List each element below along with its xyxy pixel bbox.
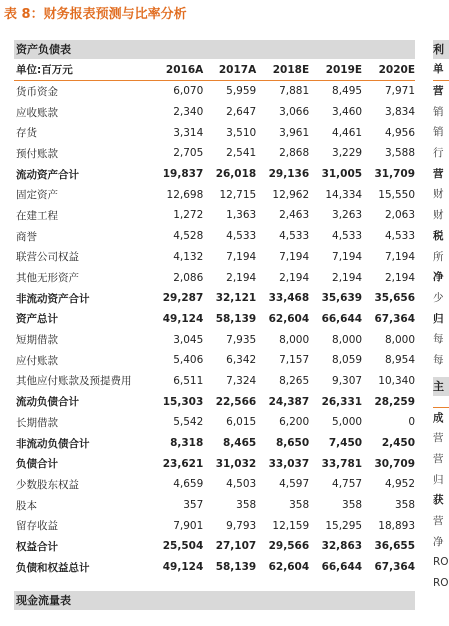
income-row-label: 销 (433, 105, 444, 118)
row-value: 25,504 (162, 540, 204, 553)
income-row-label: 营 (433, 167, 444, 180)
row-value: 49,124 (162, 312, 204, 325)
unit-label: 单位:百万元 (16, 64, 73, 76)
row-value: 33,037 (268, 457, 310, 470)
row-value: 32,121 (215, 292, 257, 305)
row-label: 在建工程 (16, 209, 58, 222)
row-value: 2,463 (279, 209, 310, 222)
row-value: 1,272 (173, 209, 204, 222)
income-row-label: RO (433, 577, 449, 590)
row-value: 8,000 (332, 333, 363, 346)
row-label: 少数股东权益 (16, 478, 79, 491)
row-value: 62,604 (268, 312, 310, 325)
income-unit-label: 单 (433, 59, 449, 81)
row-value: 2,194 (384, 271, 416, 284)
row-value: 2,705 (173, 147, 204, 160)
row-value: 7,324 (226, 374, 257, 387)
row-value: 7,157 (279, 354, 310, 367)
balance-sheet-header: 资产负债表 (14, 40, 415, 59)
row-label: 商誉 (16, 230, 37, 243)
income-row-label: 销 (433, 126, 444, 139)
table-row (14, 329, 415, 350)
row-label: 流动负债合计 (16, 396, 79, 409)
row-value: 3,588 (384, 147, 416, 160)
income-row-label: 少 (433, 291, 444, 304)
cashflow-header: 现金流量表 (14, 591, 415, 610)
income-row-label: 获 (433, 494, 444, 507)
table-row (14, 164, 415, 185)
year-header: 2020E (378, 63, 416, 76)
row-value: 7,971 (384, 85, 416, 98)
income-row-label: 财 (433, 188, 444, 201)
row-value: 58,139 (215, 312, 257, 325)
row-label: 应付账款 (16, 354, 58, 367)
row-value: 18,893 (378, 519, 416, 532)
row-value: 4,597 (279, 478, 310, 491)
income-row-label: RO (433, 556, 449, 569)
row-value: 4,757 (332, 478, 363, 491)
row-value: 4,528 (173, 230, 204, 243)
row-value: 14,334 (325, 188, 363, 201)
row-value: 33,781 (321, 457, 363, 470)
row-value: 32,863 (321, 540, 363, 553)
row-value: 2,541 (226, 147, 257, 160)
row-value: 3,834 (384, 106, 416, 119)
income-row-label: 每 (433, 353, 444, 366)
income-row-label: 营 (433, 432, 444, 445)
row-value: 2,194 (332, 271, 363, 284)
table-row (14, 412, 415, 433)
income-row-label: 行 (433, 147, 444, 160)
row-value: 8,059 (332, 354, 363, 367)
income-row-label: 成 (433, 411, 444, 424)
row-value: 5,406 (173, 354, 204, 367)
table-row (14, 205, 415, 226)
table-row (14, 391, 415, 412)
row-label: 负债和权益总计 (16, 561, 90, 574)
row-value: 4,132 (173, 250, 204, 263)
row-value: 0 (408, 416, 416, 429)
row-value: 24,387 (268, 395, 310, 408)
row-value: 3,229 (332, 147, 363, 160)
table-row (14, 226, 415, 247)
row-label: 长期借款 (16, 416, 58, 429)
row-label: 其他应付账款及预提费用 (16, 375, 132, 388)
table-row (14, 143, 415, 164)
row-value: 3,314 (173, 126, 204, 139)
year-header: 2019E (325, 63, 363, 76)
row-value: 31,005 (321, 168, 363, 181)
row-value: 9,307 (332, 374, 363, 387)
income-row-label: 归 (433, 312, 444, 325)
row-value: 1,363 (226, 209, 257, 222)
row-value: 4,503 (226, 478, 257, 491)
row-value: 2,194 (226, 271, 257, 284)
row-value: 3,066 (279, 106, 310, 119)
row-label: 货币资金 (16, 85, 58, 98)
row-value: 26,018 (215, 168, 257, 181)
income-statement-header: 利 (433, 40, 449, 59)
row-value: 4,659 (173, 478, 204, 491)
row-value: 3,510 (226, 126, 257, 139)
table-row (14, 350, 415, 371)
row-label: 留存收益 (16, 520, 58, 533)
row-value: 4,533 (384, 230, 416, 243)
row-value: 2,063 (384, 209, 416, 222)
balance-sheet-table (14, 40, 415, 610)
year-header: 2016A (165, 63, 204, 76)
income-row-label: 净 (433, 271, 444, 284)
row-value: 49,124 (162, 561, 204, 574)
row-value: 66,644 (321, 561, 363, 574)
row-value: 30,709 (374, 457, 416, 470)
row-value: 2,194 (279, 271, 310, 284)
row-value: 8,954 (384, 354, 416, 367)
row-value: 67,364 (374, 312, 416, 325)
table-row (14, 247, 415, 268)
row-value: 9,793 (226, 519, 257, 532)
table-row (14, 309, 415, 330)
row-value: 66,644 (321, 312, 363, 325)
row-value: 5,542 (173, 416, 204, 429)
row-value: 3,460 (332, 106, 363, 119)
year-header: 2018E (272, 63, 310, 76)
table-row (14, 288, 415, 309)
row-value: 358 (394, 499, 416, 512)
income-row-label: 归 (433, 473, 444, 486)
table-row (14, 495, 415, 516)
ratio-rows (433, 408, 449, 594)
table-row (14, 433, 415, 454)
row-value: 3,263 (332, 209, 363, 222)
row-value: 4,533 (332, 230, 363, 243)
row-value: 15,295 (325, 519, 363, 532)
row-label: 其他无形资产 (16, 272, 79, 285)
row-value: 2,086 (173, 271, 204, 284)
page-title: 表 8：财务报表预测与比率分析 (4, 7, 187, 22)
row-value: 357 (183, 499, 204, 512)
row-value: 7,935 (226, 333, 257, 346)
row-value: 15,550 (378, 188, 416, 201)
row-value: 3,045 (173, 333, 204, 346)
income-row-label: 税 (433, 229, 444, 242)
income-row-label: 财 (433, 209, 444, 222)
table-row (14, 371, 415, 392)
income-row-label: 所 (433, 250, 444, 263)
row-value: 5,000 (332, 416, 363, 429)
row-value: 31,709 (374, 168, 416, 181)
row-value: 4,533 (226, 230, 257, 243)
income-statement-panel (433, 40, 449, 594)
row-value: 2,340 (173, 106, 204, 119)
row-value: 12,962 (272, 188, 310, 201)
table-row (14, 474, 415, 495)
row-value: 29,136 (268, 168, 310, 181)
income-row-label: 每 (433, 333, 444, 346)
row-value: 67,364 (374, 561, 416, 574)
row-value: 58,139 (215, 561, 257, 574)
row-value: 6,015 (226, 416, 257, 429)
row-value: 8,000 (384, 333, 416, 346)
row-label: 股本 (16, 499, 37, 512)
table-row (14, 184, 415, 205)
row-value: 62,604 (268, 561, 310, 574)
row-value: 33,468 (268, 292, 310, 305)
row-label: 权益合计 (16, 540, 58, 553)
row-value: 29,566 (268, 540, 310, 553)
row-value: 7,450 (328, 437, 363, 450)
row-value: 27,107 (215, 540, 257, 553)
year-header: 2017A (218, 63, 257, 76)
row-value: 26,331 (321, 395, 363, 408)
row-value: 35,639 (321, 292, 363, 305)
row-label: 负债合计 (16, 458, 58, 471)
table-row (14, 122, 415, 143)
row-value: 22,566 (215, 395, 257, 408)
row-value: 4,461 (332, 126, 363, 139)
row-value: 35,656 (374, 292, 416, 305)
unit-header-row (14, 59, 415, 81)
row-value: 2,450 (381, 437, 416, 450)
row-value: 3,961 (279, 126, 310, 139)
row-label: 联营公司权益 (16, 251, 79, 264)
row-value: 19,837 (162, 168, 204, 181)
row-value: 4,533 (279, 230, 310, 243)
row-label: 流动资产合计 (16, 168, 79, 181)
row-value: 31,032 (215, 457, 257, 470)
row-value: 358 (236, 499, 257, 512)
row-value: 5,959 (226, 85, 257, 98)
row-value: 7,881 (279, 85, 310, 98)
row-value: 8,650 (275, 437, 310, 450)
row-value: 28,259 (374, 395, 416, 408)
income-row-label: 营 (433, 85, 444, 97)
row-value: 6,200 (279, 416, 310, 429)
row-label: 短期借款 (16, 334, 58, 347)
row-value: 8,000 (279, 333, 310, 346)
table-row (14, 81, 415, 102)
row-value: 7,194 (279, 250, 310, 263)
row-value: 29,287 (162, 292, 204, 305)
income-row-label: 营 (433, 453, 444, 465)
row-value: 12,715 (219, 188, 257, 201)
row-label: 资产总计 (16, 313, 58, 326)
ratio-header: 主 (433, 377, 449, 396)
row-value: 4,952 (384, 478, 416, 491)
row-label: 固定资产 (16, 189, 58, 202)
balance-sheet-rows (14, 81, 415, 578)
row-label: 存货 (16, 127, 37, 140)
table-row (14, 515, 415, 536)
row-value: 7,194 (226, 250, 257, 263)
row-value: 7,901 (173, 519, 204, 532)
row-value: 8,465 (223, 437, 257, 450)
row-label: 非流动资产合计 (16, 292, 90, 305)
row-value: 2,868 (279, 147, 310, 160)
row-value: 7,194 (332, 250, 363, 263)
row-value: 12,698 (166, 188, 204, 201)
row-value: 8,495 (332, 85, 363, 98)
income-rows (433, 81, 449, 371)
row-value: 6,342 (226, 354, 257, 367)
row-value: 8,318 (170, 437, 204, 450)
income-row-label: 营 (433, 515, 444, 528)
table-row (14, 557, 415, 578)
income-row-label: 净 (433, 535, 444, 548)
row-value: 8,265 (279, 374, 310, 387)
row-value: 358 (342, 499, 363, 512)
row-value: 6,070 (173, 85, 204, 98)
table-row (14, 536, 415, 557)
row-label: 非流动负债合计 (16, 437, 90, 450)
row-label: 应收账款 (16, 106, 58, 119)
row-value: 7,194 (384, 250, 416, 263)
row-value: 358 (289, 499, 310, 512)
table-row (14, 267, 415, 288)
row-value: 36,655 (374, 540, 416, 553)
row-value: 6,511 (173, 374, 204, 387)
row-label: 预付账款 (16, 147, 58, 160)
row-value: 23,621 (162, 457, 204, 470)
row-value: 15,303 (162, 395, 204, 408)
row-value: 10,340 (378, 374, 416, 387)
row-value: 4,956 (384, 126, 416, 139)
row-value: 2,647 (226, 106, 257, 119)
row-value: 12,159 (272, 519, 310, 532)
table-row (14, 453, 415, 474)
table-row (14, 102, 415, 123)
